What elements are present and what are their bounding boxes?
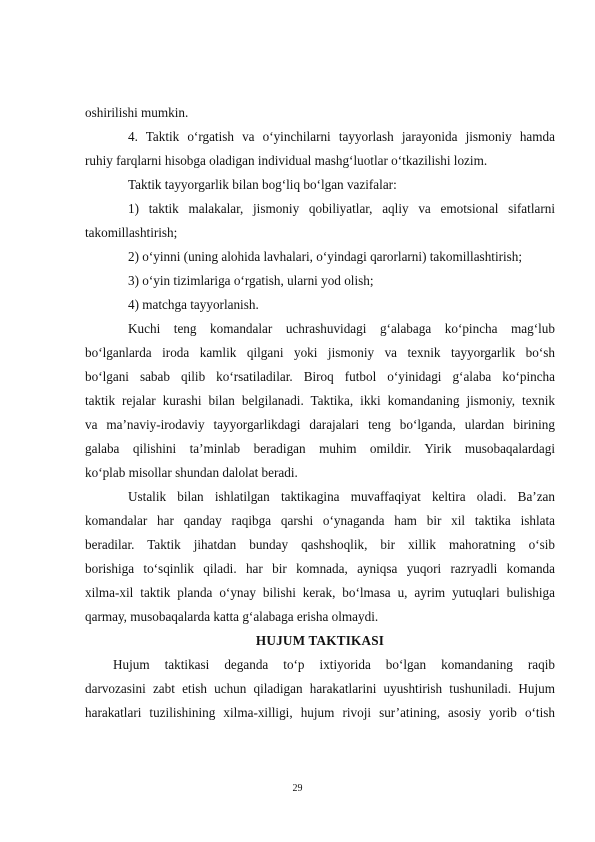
paragraph-line: komandalar har qanday raqibga qarshi o‘ynaganda ham bir xil taktika ishlata bbox=[85, 513, 555, 528]
paragraph-line: ruhiy farqlarni hisobga oladigan individual mashg‘luotlar o‘tkazilishi lozim. bbox=[85, 153, 488, 168]
paragraph-line: taktik rejalar kurashi bilan belgilanadi. Taktika, ikki komandaning jismoniy, texnik bbox=[85, 393, 555, 408]
document-body bbox=[85, 101, 555, 725]
paragraph-line: xilma-xil taktik planda o‘ynay bilishi kerak, bo‘lmasa u, ayrim yutuqlari bulishiga bbox=[85, 585, 555, 600]
paragraph-line: ko‘plab misollar shundan dalolat beradi. bbox=[85, 465, 298, 480]
paragraph-line: galaba qilishini ta’minlab beradigan muhim omildir. Yirik musobaqalardagi bbox=[85, 441, 555, 456]
paragraph-line: Ustalik bilan ishlatilgan taktikagina muvaffaqiyat keltira oladi. Ba’zan bbox=[128, 489, 555, 504]
paragraph-line: borishiga to‘sqinlik qiladi. har bir komnada, ayniqsa yuqori razryadli komanda bbox=[85, 561, 555, 576]
paragraph-line: va ma’naviy-irodaviy tayyorgarlikdagi darajalari teng bo‘lganda, ulardan birining bbox=[85, 417, 555, 432]
list-item: 2) o‘yinni (uning alohida lavhalari, o‘yindagi qarorlarni) takomillashtirish; bbox=[128, 249, 523, 264]
paragraph-line: harakatlari tuzilishining xilma-xilligi, hujum rivoji sur’atining, asosiy yorib o‘tish bbox=[85, 705, 555, 720]
paragraph-line: takomillashtirish; bbox=[85, 225, 178, 240]
page-number: 29 bbox=[292, 783, 303, 794]
paragraph-line: Kuchi teng komandalar uchrashuvidagi g‘alabaga ko‘pincha mag‘lub bbox=[128, 321, 555, 336]
paragraph-line: qarmay, musobaqalarda katta g‘alabaga erisha olmaydi. bbox=[85, 609, 379, 624]
paragraph-line: Hujum taktikasi deganda to‘p ixtiyorida bo‘lgan komandaning raqib bbox=[113, 657, 555, 672]
section-heading: HUJUM TAKTIKASI bbox=[255, 633, 385, 648]
paragraph-line: beradilar. Taktik jihatdan bunday qashshoqlik, bir xillik mahoratning o‘sib bbox=[85, 537, 555, 552]
paragraph-line: oshirilishi mumkin. bbox=[85, 105, 189, 120]
paragraph-line: 4. Taktik o‘rgatish va o‘yinchilarni tayyorlash jarayonida jismoniy hamda bbox=[128, 129, 555, 144]
paragraph-line: Taktik tayyorgarlik bilan bog‘liq bo‘lgan vazifalar: bbox=[128, 177, 397, 192]
paragraph-line: bo‘lganlarda iroda kamlik qilgani yoki jismoniy va texnik tayyorgarlik bo‘sh bbox=[85, 345, 555, 360]
list-item: 4) matchga tayyorlanish. bbox=[128, 297, 259, 312]
paragraph-line: darvozasini zabt etish uchun qiladigan harakatlarini uyushtirish tushuniladi. Hujum bbox=[85, 681, 555, 696]
paragraph-line: bo‘lgani sabab qilib ko‘rsatiladilar. Biroq futbol o‘yinidagi g‘alaba ko‘pincha bbox=[85, 369, 555, 384]
list-item: 3) o‘yin tizimlariga o‘rgatish, ularni yod olish; bbox=[128, 273, 374, 288]
list-item: 1) taktik malakalar, jismoniy qobiliyatlar, aqliy va emotsional sifatlarni bbox=[128, 201, 555, 216]
